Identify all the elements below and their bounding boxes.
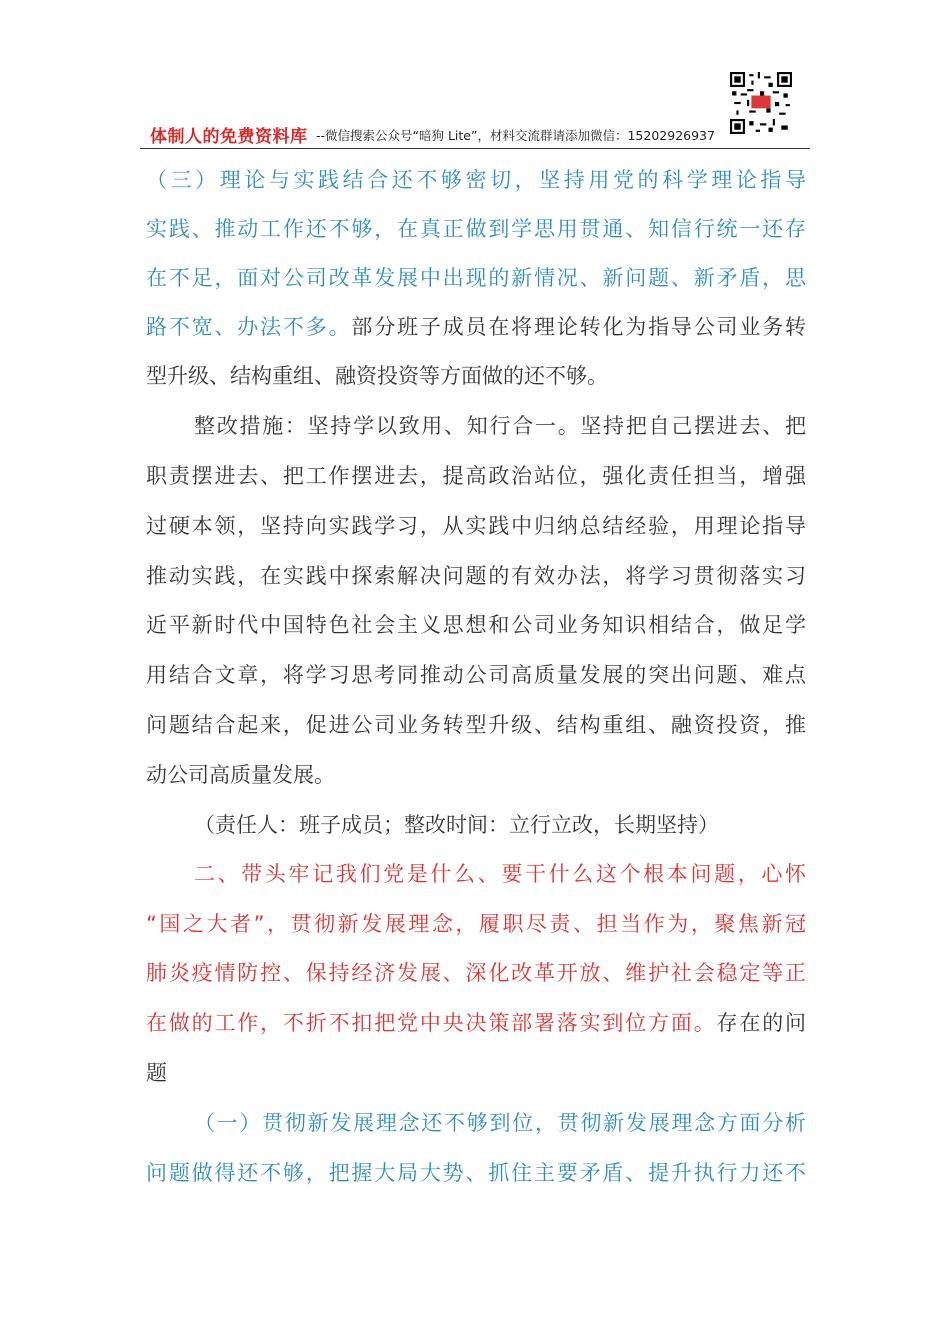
body-line-6: 整改措施：坚持学以致用、知行合一。坚持把自己摆进去、把 [194, 414, 806, 438]
body-line-4-part-b: 部分班子成员在将理论转化为指导公司业务转 [351, 315, 807, 339]
body-line-12: 问题结合起来，促进公司业务转型升级、结构重组、融资投资，推 [146, 713, 806, 737]
qr-code-icon [730, 72, 792, 134]
body-line-9: 推动实践，在实践中探索解决问题的有效办法，将学习贯彻落实习 [146, 564, 806, 588]
body-line-18 [146, 1006, 806, 1040]
body-line-13: 动公司高质量发展。 [146, 763, 335, 787]
body-line-11: 用结合文章，将学习思考同推动公司高质量发展的突出问题、难点 [146, 663, 806, 687]
body-line-3: 在不足，面对公司改革发展中出现的新情况、新问题、新矛盾，思 [146, 266, 806, 290]
body-line-15: 二、带头牢记我们党是什么、要干什么这个根本问题，心怀 [194, 862, 806, 886]
body-line-5: 型升级、结构重组、融资投资等方面做的还不够。 [146, 364, 608, 388]
body-line-18-part-b: 存在的问 [716, 1011, 807, 1035]
body-line-19: 题 [146, 1061, 167, 1085]
body-line-14: （责任人：班子成员；整改时间：立行立改，长期坚持） [194, 813, 719, 837]
body-line-1: （三）理论与实践结合还不够密切，坚持用党的科学理论指导 [146, 168, 806, 192]
header-notice: --微信搜索公众号“暗狗 Lite”，材料交流群请添加微信：15202926937 [316, 128, 715, 143]
body-line-20: （一）贯彻新发展理念还不够到位，贯彻新发展理念方面分析 [194, 1111, 806, 1135]
body-line-4 [146, 310, 806, 344]
body-line-18-part-a: 在做的工作，不折不扣把党中央决策部署落实到位方面。 [146, 1011, 717, 1035]
body-line-4-part-a: 路不宽、办法不多。 [146, 315, 352, 339]
body-line-8: 过硬本领，坚持向实践学习，从实践中归纳总结经验，用理论指导 [146, 514, 806, 538]
body-line-17: 肺炎疫情防控、保持经济发展、深化改革开放、维护社会稳定等正 [146, 961, 806, 985]
brand-title: 体制人的免费资料库 [150, 127, 308, 147]
body-line-2: 实践、推动工作还不够，在真正做到学思用贯通、知信行统一还存 [146, 217, 806, 241]
body-line-10: 近平新时代中国特色社会主义思想和公司业务知识相结合，做足学 [146, 613, 806, 637]
body-line-16: “国之大者”，贯彻新发展理念，履职尽责、担当作为，聚焦新冠 [146, 912, 806, 936]
body-line-7: 职责摆进去、把工作摆进去，提高政治站位，强化责任担当，增强 [146, 464, 806, 488]
page-header [140, 118, 810, 149]
body-line-21: 问题做得还不够，把握大局大势、抓住主要矛盾、提升执行力还不 [146, 1161, 806, 1185]
